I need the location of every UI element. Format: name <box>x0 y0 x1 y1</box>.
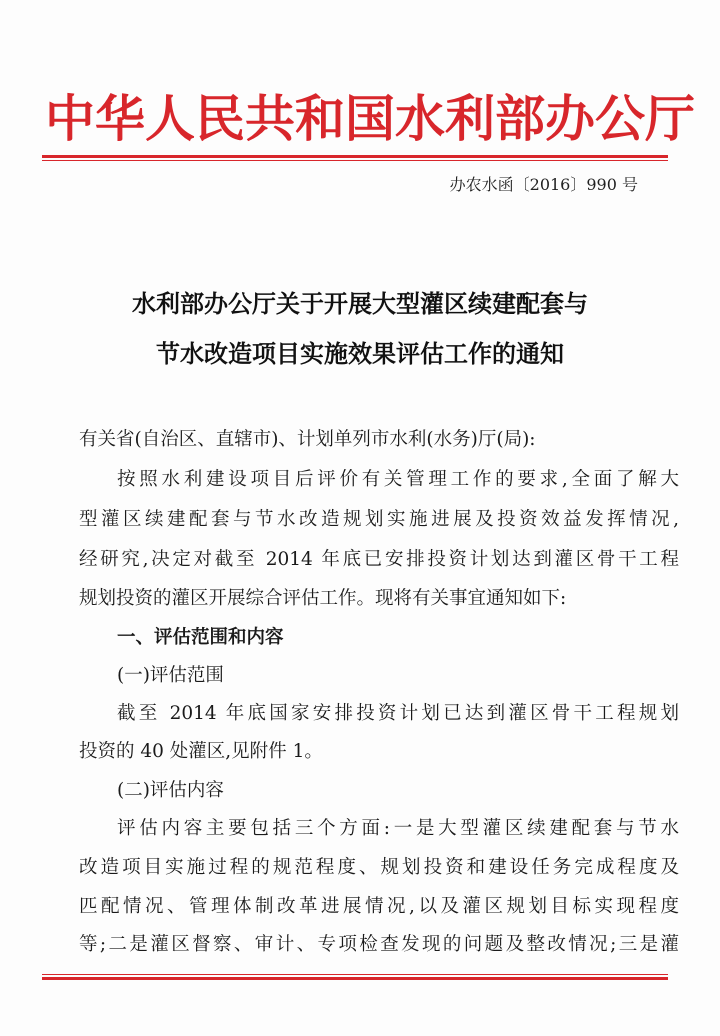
masthead-rule-thick <box>42 155 668 158</box>
subsection-2-line-1: 评估内容主要包括三个方面:一是大型灌区续建配套与节水 <box>117 818 679 839</box>
paragraph-1-line-3: 经研究,决定对截至 2014 年底已安排投资计划达到灌区骨干工程 <box>79 549 679 570</box>
footer-rule-thin <box>42 974 668 975</box>
paragraph-1-line-1: 按照水利建设项目后评价有关管理工作的要求,全面了解大 <box>117 469 679 490</box>
masthead-rule-thin <box>42 160 668 161</box>
subsection-1-heading: (一)评估范围 <box>117 665 224 686</box>
subsection-2-line-2: 改造项目实施过程的规范程度、规划投资和建设任务完成程度及 <box>79 857 679 878</box>
salutation: 有关省(自治区、直辖市)、计划单列市水利(水务)厅(局): <box>79 429 536 450</box>
masthead-title: 中华人民共和国水利部办公厅 <box>45 89 695 148</box>
subsection-1-line-1: 截至 2014 年底国家安排投资计划已达到灌区骨干工程规划 <box>117 703 679 724</box>
subsection-1-line-2: 投资的 40 处灌区,见附件 1。 <box>79 741 323 762</box>
subsection-2-heading: (二)评估内容 <box>117 780 224 801</box>
notice-title-line-1: 水利部办公厅关于开展大型灌区续建配套与 <box>132 289 588 318</box>
document-number: 办农水函〔2016〕990 号 <box>449 175 638 194</box>
paragraph-1-line-2: 型灌区续建配套与节水改造规划实施进展及投资效益发挥情况, <box>79 509 679 530</box>
subsection-2-line-4: 等;二是灌区督察、审计、专项检查发现的问题及整改情况;三是灌 <box>79 934 679 955</box>
subsection-2-line-3: 匹配情况、管理体制改革进展情况,以及灌区规划目标实现程度 <box>79 896 679 917</box>
notice-title-line-2: 节水改造项目实施效果评估工作的通知 <box>156 339 564 368</box>
section-1-heading: 一、评估范围和内容 <box>117 627 284 648</box>
footer-rule-thick <box>42 977 668 980</box>
paragraph-1-line-4: 规划投资的灌区开展综合评估工作。现将有关事宜通知如下: <box>79 588 567 609</box>
